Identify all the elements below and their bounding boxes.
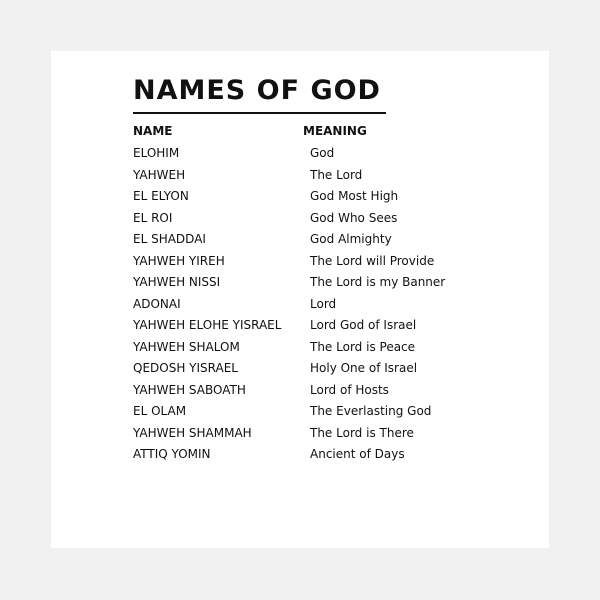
meaning-cell: God (310, 146, 335, 160)
meaning-cell: The Lord will Provide (310, 253, 435, 268)
meaning-cell: The Everlasting God (310, 404, 432, 418)
name-cell: QEDOSH YISRAEL (133, 361, 238, 375)
name-cell: YAHWEH (133, 167, 186, 182)
table-row (133, 424, 533, 446)
meaning-cell: Lord (310, 296, 337, 311)
name-cell: YAHWEH SHALOM (133, 339, 240, 354)
names-table (133, 144, 533, 467)
meaning-cell: The Lord is my Banner (310, 275, 446, 289)
meaning-cell: The Lord is There (310, 425, 414, 440)
name-cell: ELOHIM (133, 146, 180, 160)
table-row (133, 402, 533, 424)
table-row (133, 316, 533, 338)
meaning-cell: God Almighty (310, 232, 392, 246)
meaning-cell: Lord God of Israel (310, 318, 417, 332)
table-row (133, 338, 533, 360)
table-row (133, 381, 533, 403)
name-cell: YAHWEH SHAMMAH (133, 425, 252, 440)
table-row (133, 295, 533, 317)
title-underline (133, 112, 386, 114)
meaning-cell: The Lord (310, 167, 363, 182)
name-cell: YAHWEH NISSI (133, 275, 221, 289)
meaning-cell: God Who Sees (310, 210, 398, 225)
meaning-cell: Holy One of Israel (310, 361, 418, 375)
name-cell: EL ELYON (133, 189, 189, 203)
column-header-name: NAME (133, 124, 173, 138)
table-row (133, 252, 533, 274)
column-header-meaning: MEANING (303, 124, 367, 138)
name-cell: YAHWEH ELOHE YISRAEL (133, 318, 282, 332)
table-row (133, 445, 533, 467)
name-cell: EL SHADDAI (133, 232, 206, 246)
print-sheet (51, 51, 549, 548)
meaning-cell: Ancient of Days (310, 447, 405, 461)
meaning-cell: The Lord is Peace (310, 339, 416, 354)
name-cell: EL ROI (133, 210, 173, 225)
meaning-cell: Lord of Hosts (310, 382, 389, 397)
name-cell: ATTIQ YOMIN (133, 447, 211, 461)
table-row (133, 359, 533, 381)
table-row (133, 144, 533, 166)
table-row (133, 273, 533, 295)
name-cell: YAHWEH YIREH (133, 253, 225, 268)
page-title: NAMES OF GOD (133, 75, 381, 106)
name-cell: YAHWEH SABOATH (133, 382, 246, 397)
table-row (133, 209, 533, 231)
table-row (133, 187, 533, 209)
table-row (133, 166, 533, 188)
table-row (133, 230, 533, 252)
name-cell: ADONAI (133, 296, 181, 311)
meaning-cell: God Most High (310, 189, 399, 203)
name-cell: EL OLAM (133, 404, 187, 418)
